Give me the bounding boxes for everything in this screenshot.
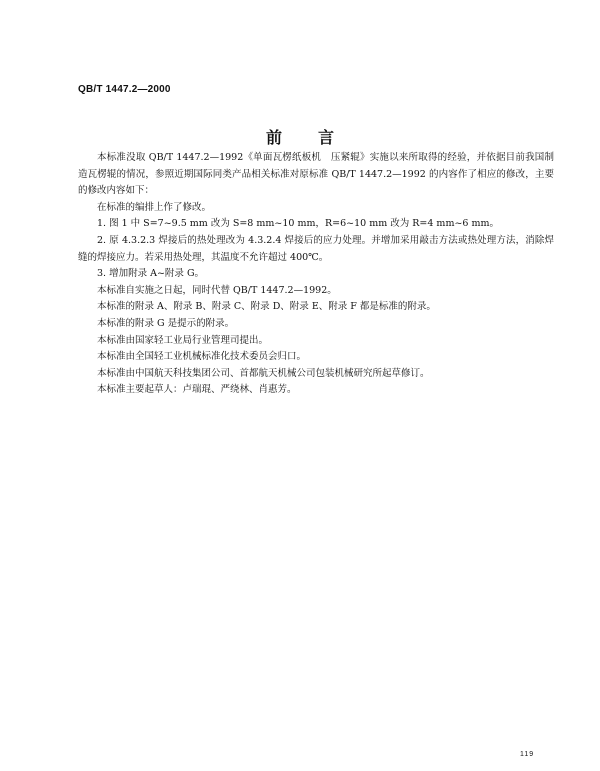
foreword-body [78,150,554,399]
paragraph: 本标准由国家轻工业局行业管理司提出。 [97,334,269,346]
paragraph: 本标准由中国航天科技集团公司、首都航天机械公司包装机械研究所起草修订。 [97,367,430,379]
paragraph: 本标准的附录 A、附录 B、附录 C、附录 D、附录 E、附录 F 都是标准的附录。 [97,301,436,313]
paragraph: 本标准由全国轻工业机械标准化技术委员会归口。 [97,351,307,363]
standard-code: QB/T 1447.2—2000 [78,84,171,95]
paragraph: 本标准的附录 G 是提示的附录。 [97,317,235,329]
paragraph: 3. 增加附录 A~附录 G。 [97,268,205,280]
paragraph: 本标准自实施之日起，同时代替 QB/T 1447.2—1992。 [97,284,337,296]
paragraph: 在标准的编排上作了修改。 [97,201,212,213]
paragraph: 本标准主要起草人：卢瑞琨、严绕林、肖惠芳。 [97,384,297,396]
page-title: 前言 [265,128,370,147]
page-number: 119 [520,751,535,758]
paragraph: 1. 图 1 中 S=7~9.5 mm 改为 S=8 mm~10 mm，R=6~10 mm 改为 R=4 mm~6 mm。 [97,218,499,230]
paragraph: 本标准没取 QB/T 1447.2—1992《单面瓦楞纸板机 压紧辊》实施以来所取得的经验，并依据目前我国制造瓦楞辊的情况，参照近期国际同类产品相关标准对原标准 QB/T 1447.2—1992 的内容作了相应的修改，主要的修改内容如下： [78,152,554,197]
paragraph: 2. 原 4.3.2.3 焊接后的热处理改为 4.3.2.4 焊接后的应力处理。并增加采用敲击方法或热处理方法，消除焊缝的焊接应力。若采用热处理，其温度不允许超过 400℃。 [78,234,554,263]
